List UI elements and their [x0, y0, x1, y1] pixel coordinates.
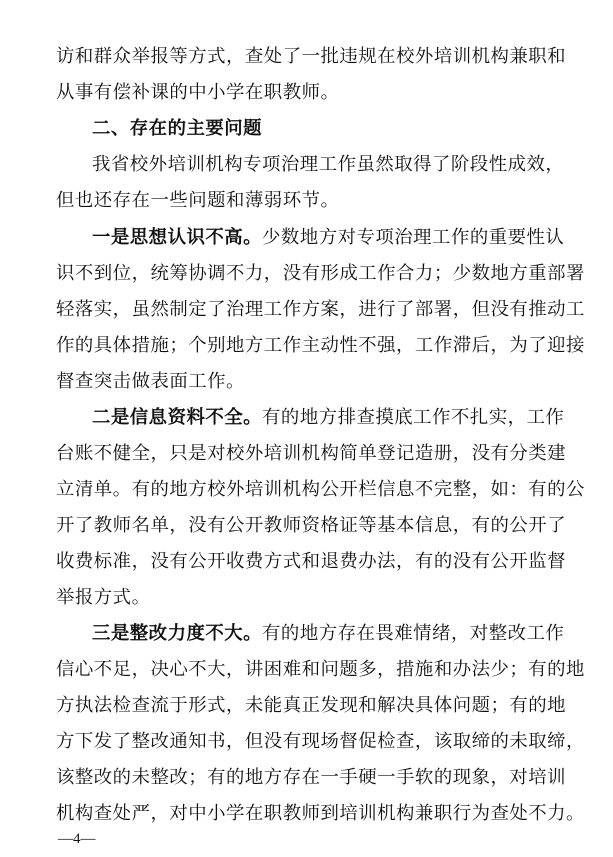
paragraph-first-line [92, 401, 565, 435]
paragraph-text: 有的地方排查摸底工作不扎实，工作 [262, 407, 565, 428]
body-text-line: 我省校外培训机构专项治理工作虽然取得了阶段性成效， [92, 154, 565, 175]
body-text-line: 轻落实，虽然制定了治理工作方案，进行了部署，但没有推动工 [56, 299, 585, 320]
paragraph-lead: 三是整改力度不大。 [92, 623, 263, 644]
body-text-line: 识不到位，统筹协调不力，没有形成工作合力；少数地方重部署 [56, 263, 585, 284]
body-text-line: 该整改的未整改；有的地方存在一手硬一手软的现象，对培训 [56, 767, 567, 788]
body-text-line: 举报方式。 [56, 587, 151, 608]
paragraph-text: 有的地方存在畏难情绪，对整改工作 [262, 623, 565, 644]
paragraph-first-line [92, 221, 565, 255]
body-text-line: 方执法检查流于形式，未能真正发现和解决具体问题；有的地 [56, 695, 567, 716]
body-text-line: 督查突击做表面工作。 [56, 371, 245, 392]
body-text-line: 立清单。有的地方校外培训机构公开栏信息不完整，如：有的公 [56, 479, 585, 500]
page-number: —4— [58, 831, 96, 847]
body-text-line: 但也还存在一些问题和薄弱环节。 [56, 190, 340, 211]
paragraph-first-line [92, 617, 565, 651]
body-text-line: 访和群众举报等方式，查处了一批违规在校外培训机构兼职和 [56, 46, 567, 67]
body-text-line: 开了教师名单，没有公开教师资格证等基本信息，有的公开了 [56, 515, 567, 536]
paragraph-lead: 一是思想认识不高。 [92, 227, 263, 248]
body-text-line: 收费标准，没有公开收费方式和退费办法，有的没有公开监督 [56, 551, 567, 572]
paragraph-lead: 二是信息资料不全。 [92, 407, 263, 428]
section-heading: 二、存在的主要问题 [92, 118, 263, 139]
body-text-line: 机构查处严，对中小学在职教师到培训机构兼职行为查处不力。 [56, 803, 585, 824]
body-text-line: 信心不足，决心不大，讲困难和问题多，措施和办法少；有的地 [56, 659, 585, 680]
body-text-line: 作的具体措施；个别地方工作主动性不强，工作滞后，为了迎接 [56, 335, 585, 356]
body-text-line: 方下发了整改通知书，但没有现场督促检查，该取缔的未取缔， [56, 731, 585, 752]
paragraph-text: 少数地方对专项治理工作的重要性认 [262, 227, 565, 248]
body-text-line: 从事有偿补课的中小学在职教师。 [56, 82, 340, 103]
body-text-line: 台账不健全，只是对校外培训机构简单登记造册，没有分类建 [56, 443, 567, 464]
